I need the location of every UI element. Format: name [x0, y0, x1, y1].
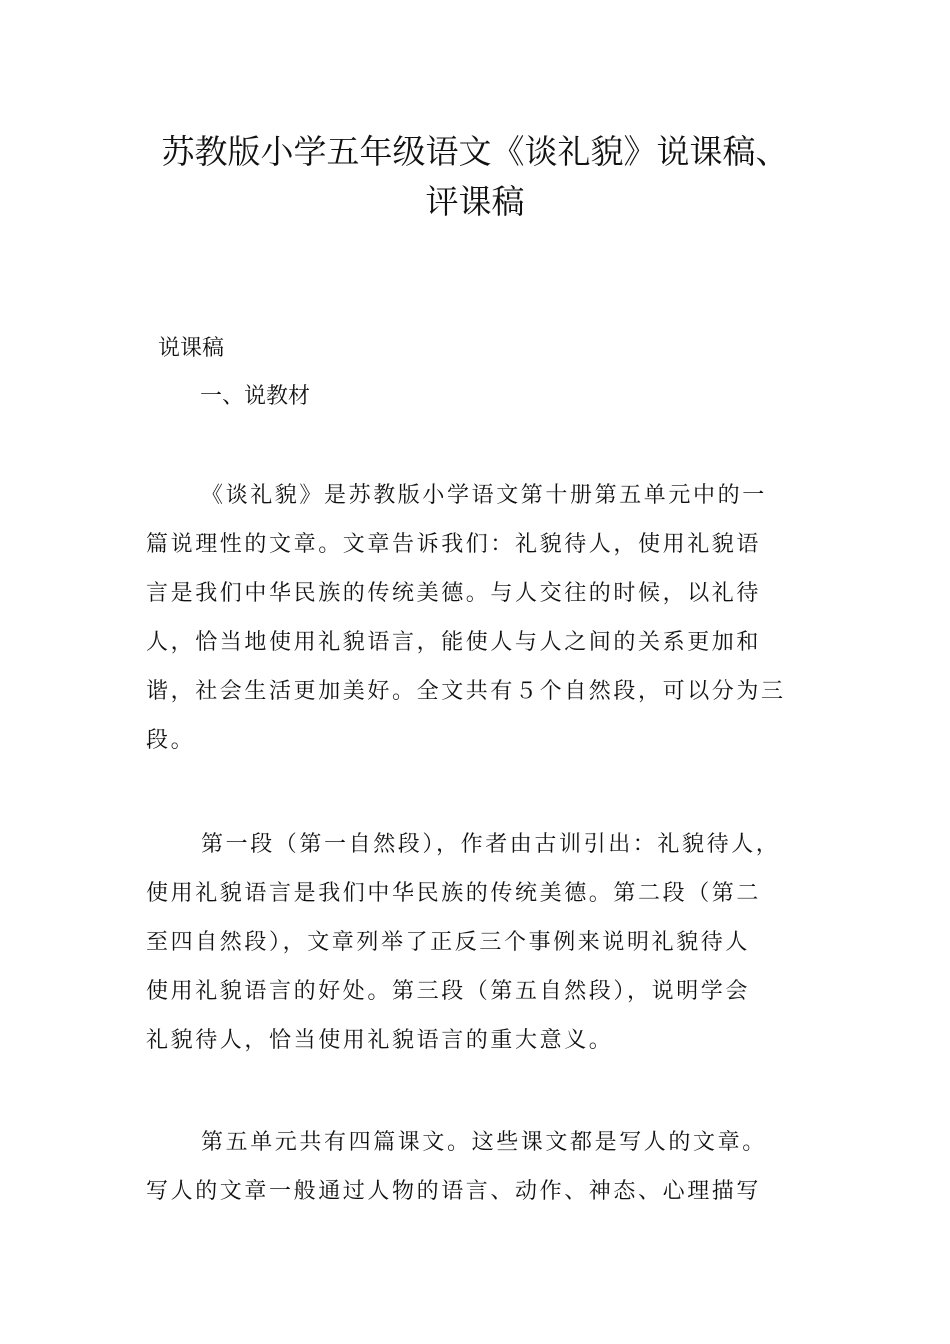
- paragraph-line: 第五单元共有四篇课文。这些课文都是写人的文章。: [201, 1130, 767, 1155]
- paragraph-line: 篇说理性的文章。文章告诉我们：礼貌待人，使用礼貌语: [146, 532, 762, 557]
- paragraph-line: 段。: [146, 728, 196, 753]
- paragraph-1: [146, 471, 816, 765]
- document-title-line-2: 评课稿: [425, 182, 525, 221]
- sub-heading: 一、说教材: [200, 384, 311, 409]
- paragraph-line: 使用礼貌语言是我们中华民族的传统美德。第二段（第二: [146, 881, 762, 906]
- paragraph-line: 礼貌待人，恰当使用礼貌语言的重大意义。: [146, 1028, 614, 1053]
- paragraph-line: 使用礼貌语言的好处。第三段（第五自然段），说明学会: [146, 979, 751, 1004]
- document-title-line-1: 苏教版小学五年级语文《谈礼貌》说课稿、: [161, 132, 789, 171]
- paragraph-3: [146, 1118, 816, 1216]
- paragraph-line: 谐，社会生活更加美好。全文共有５个自然段，可以分为三: [146, 679, 786, 704]
- section-label: 说课稿: [158, 336, 225, 361]
- paragraph-2: [146, 820, 816, 1065]
- paragraph-line: 人，恰当地使用礼貌语言，能使人与人之间的关系更加和: [146, 630, 762, 655]
- paragraph-line: 写人的文章一般通过人物的语言、动作、神态、心理描写: [146, 1179, 762, 1204]
- paragraph-line: 至四自然段），文章列举了正反三个事例来说明礼貌待人: [146, 930, 751, 955]
- paragraph-line: 言是我们中华民族的传统美德。与人交往的时候，以礼待: [146, 581, 762, 606]
- paragraph-line: 《谈礼貌》是苏教版小学语文第十册第五单元中的一: [201, 483, 767, 508]
- paragraph-line: 第一段（第一自然段），作者由古训引出：礼貌待人，: [201, 832, 781, 857]
